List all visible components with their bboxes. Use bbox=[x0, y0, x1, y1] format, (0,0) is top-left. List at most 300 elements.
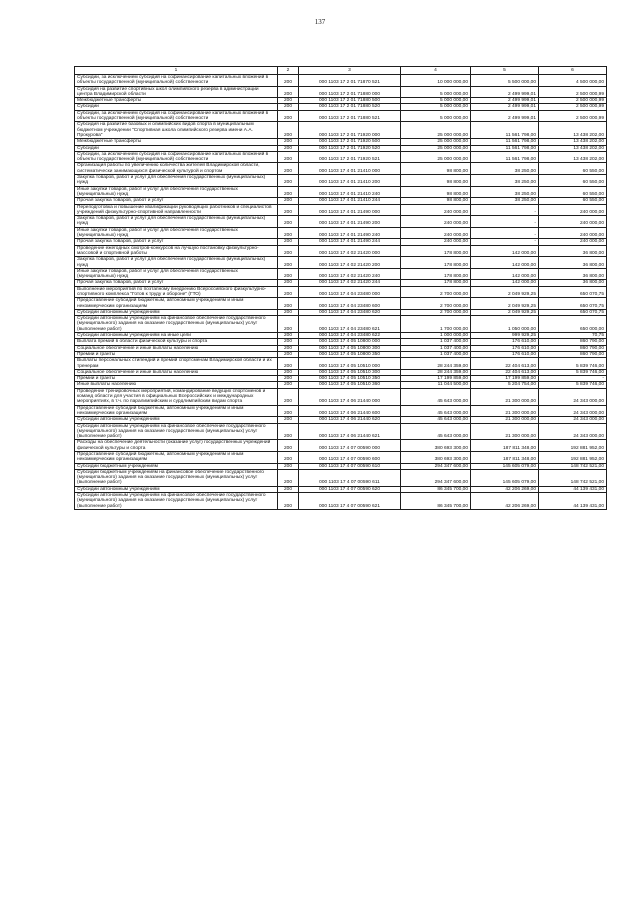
header-cell: 2 bbox=[278, 67, 299, 75]
row-name-cell: Прочая закупка товаров, работ и услуг bbox=[75, 239, 278, 245]
row-name-cell: Субсидии, за исключением субсидий на софинансирование капитальных вложений в объекты государственной (муниципальной) собственности bbox=[75, 110, 278, 122]
row-executed-cell: 21 300 000,00 bbox=[471, 423, 539, 440]
row-executed-cell: 2 049 929,25 bbox=[471, 286, 539, 298]
header-cell: 6 bbox=[539, 67, 607, 75]
row-unexecuted-cell: 2 500 000,99 bbox=[539, 98, 607, 104]
row-executed-cell: 38 250,00 bbox=[471, 163, 539, 175]
row-budget-code-cell: 000 1103 17 4 01 21410 000 bbox=[299, 163, 401, 175]
row-line-code-cell: 200 bbox=[278, 469, 299, 486]
row-name-cell: Организация работы по увеличению количества жителей Владимирской области, систематически занимающихся физической культурой и спортом bbox=[75, 163, 278, 175]
row-executed-cell: 38 250,00 bbox=[471, 198, 539, 204]
row-unexecuted-cell: 36 800,00 bbox=[539, 245, 607, 257]
row-executed-cell: 21 300 000,00 bbox=[471, 388, 539, 405]
row-budget-code-cell: 000 1103 17 4 02 21420 000 bbox=[299, 245, 401, 257]
row-unexecuted-cell: 240 000,00 bbox=[539, 204, 607, 216]
page-number: 137 bbox=[314, 18, 326, 26]
row-unexecuted-cell: 24 343 000,00 bbox=[539, 417, 607, 423]
table-row bbox=[75, 339, 607, 345]
row-approved-cell: 240 000,00 bbox=[401, 227, 471, 239]
row-budget-code-cell: 000 1103 17 4 02 21420 200 bbox=[299, 257, 401, 269]
row-executed-cell: 38 250,00 bbox=[471, 175, 539, 187]
row-line-code-cell: 200 bbox=[278, 198, 299, 204]
row-budget-code-cell: 000 1103 17 4 04 23480 000 bbox=[299, 286, 401, 298]
row-name-cell: Субсидия на развитие спортивных школ олимпийского резерва в администрации центра Владимирской области bbox=[75, 86, 278, 98]
row-executed-cell: 187 811 348,00 bbox=[471, 440, 539, 452]
row-budget-code-cell: 000 1103 17 4 01 21490 000 bbox=[299, 204, 401, 216]
row-budget-code-cell: 000 1103 17 4 01 21410 240 bbox=[299, 186, 401, 198]
row-approved-cell: 2 700 000,00 bbox=[401, 298, 471, 310]
row-approved-cell: 380 693 300,00 bbox=[401, 452, 471, 464]
row-approved-cell: 25 000 000,00 bbox=[401, 151, 471, 163]
row-approved-cell: 25 000 000,00 bbox=[401, 122, 471, 139]
row-line-code-cell: 200 bbox=[278, 216, 299, 228]
table-row bbox=[75, 257, 607, 269]
table-row bbox=[75, 163, 607, 175]
row-name-cell: Переподготовка и повышение квалификации руководящих работников и специалистов учреждений физкультурно-спортивной направленности bbox=[75, 204, 278, 216]
row-budget-code-cell: 000 1103 17 2 01 71920 000 bbox=[299, 122, 401, 139]
row-name-cell: Выполнение мероприятий по поэтапному внедрению Всероссийского физкультурно-спортивного комплекса "Готов к труду и обороне" (ГТО) bbox=[75, 286, 278, 298]
row-unexecuted-cell: 860 790,00 bbox=[539, 351, 607, 357]
row-unexecuted-cell: 60 550,00 bbox=[539, 163, 607, 175]
row-line-code-cell: 200 bbox=[278, 423, 299, 440]
row-budget-code-cell: 000 1103 17 4 05 10800 350 bbox=[299, 351, 401, 357]
table-row bbox=[75, 423, 607, 440]
row-approved-cell: 28 244 359,00 bbox=[401, 358, 471, 370]
row-name-cell: Предоставление субсидий бюджетным, автономным учреждениям и иным некоммерческим организациям bbox=[75, 298, 278, 310]
row-budget-code-cell: 000 1103 17 4 06 21440 621 bbox=[299, 423, 401, 440]
row-budget-code-cell: 000 1103 17 4 06 21440 620 bbox=[299, 417, 401, 423]
row-budget-code-cell: 000 1103 17 4 06 21440 000 bbox=[299, 388, 401, 405]
row-line-code-cell: 200 bbox=[278, 333, 299, 339]
row-budget-code-cell: 000 1103 17 2 01 71870 521 bbox=[299, 75, 401, 87]
row-budget-code-cell: 000 1103 17 4 04 23480 600 bbox=[299, 298, 401, 310]
row-budget-code-cell: 000 1103 17 4 07 00590 000 bbox=[299, 440, 401, 452]
row-line-code-cell: 200 bbox=[278, 245, 299, 257]
row-unexecuted-cell: 60 550,00 bbox=[539, 175, 607, 187]
table-row bbox=[75, 198, 607, 204]
table-row bbox=[75, 486, 607, 492]
row-budget-code-cell: 000 1103 17 2 01 71880 520 bbox=[299, 104, 401, 110]
row-line-code-cell: 200 bbox=[278, 186, 299, 198]
row-approved-cell: 86 345 700,00 bbox=[401, 486, 471, 492]
row-unexecuted-cell: 36 800,00 bbox=[539, 280, 607, 286]
row-name-cell: Субсидии автономным учреждениям на иные цели bbox=[75, 333, 278, 339]
row-name-cell: Проведение тренировочных мероприятий, командирование ведущих спортсменов и команд области для участия в официальных Всероссийских и международных мероприятиях, в т.ч. по паралимпийским и сурдлимпийским видам спорта bbox=[75, 388, 278, 405]
row-budget-code-cell: 000 1103 17 4 07 00590 621 bbox=[299, 493, 401, 510]
row-budget-code-cell: 000 1103 17 4 01 21410 200 bbox=[299, 175, 401, 187]
row-line-code-cell: 200 bbox=[278, 452, 299, 464]
row-executed-cell: 2 049 929,25 bbox=[471, 298, 539, 310]
row-budget-code-cell: 000 1103 17 4 04 23480 621 bbox=[299, 316, 401, 333]
row-budget-code-cell: 000 1103 17 4 07 00590 620 bbox=[299, 486, 401, 492]
row-executed-cell: 5 204 754,00 bbox=[471, 382, 539, 388]
row-approved-cell: 1 037 400,00 bbox=[401, 339, 471, 345]
row-name-cell: Социальное обеспечение и иные выплаты населению bbox=[75, 345, 278, 351]
row-executed-cell: - bbox=[471, 239, 539, 245]
table-row bbox=[75, 227, 607, 239]
row-unexecuted-cell: 192 881 952,00 bbox=[539, 452, 607, 464]
row-budget-code-cell: 000 1103 17 4 06 21440 600 bbox=[299, 405, 401, 417]
table-row bbox=[75, 186, 607, 198]
row-budget-code-cell: 000 1103 17 2 01 71880 521 bbox=[299, 110, 401, 122]
row-name-cell: Субсидии bbox=[75, 145, 278, 151]
row-approved-cell: 240 000,00 bbox=[401, 204, 471, 216]
row-unexecuted-cell: 650 070,75 bbox=[539, 309, 607, 315]
row-executed-cell: 1 050 000,00 bbox=[471, 316, 539, 333]
row-executed-cell: 176 610,00 bbox=[471, 339, 539, 345]
row-approved-cell: 1 000 000,00 bbox=[401, 333, 471, 339]
table-row bbox=[75, 333, 607, 339]
table-row bbox=[75, 440, 607, 452]
row-approved-cell: 10 000 000,00 bbox=[401, 75, 471, 87]
row-executed-cell: 2 499 999,01 bbox=[471, 86, 539, 98]
row-unexecuted-cell: 5 839 746,00 bbox=[539, 369, 607, 375]
row-unexecuted-cell: 5 839 746,00 bbox=[539, 382, 607, 388]
row-approved-cell: 5 000 000,00 bbox=[401, 86, 471, 98]
row-executed-cell: 5 500 000,00 bbox=[471, 75, 539, 87]
row-approved-cell: 2 700 000,00 bbox=[401, 286, 471, 298]
table-row bbox=[75, 369, 607, 375]
row-unexecuted-cell: 13 438 202,00 bbox=[539, 139, 607, 145]
row-line-code-cell: 200 bbox=[278, 351, 299, 357]
row-line-code-cell: 200 bbox=[278, 358, 299, 370]
row-executed-cell: 11 561 798,00 bbox=[471, 139, 539, 145]
row-line-code-cell: 200 bbox=[278, 151, 299, 163]
row-approved-cell: 45 643 000,00 bbox=[401, 417, 471, 423]
table-row bbox=[75, 286, 607, 298]
row-name-cell: Проведение ежегодных смотров-конкурсов на лучшую постановку физкультурно-массовой и спортивной работы bbox=[75, 245, 278, 257]
row-line-code-cell: 200 bbox=[278, 388, 299, 405]
row-budget-code-cell: 000 1103 17 4 07 00590 610 bbox=[299, 463, 401, 469]
row-budget-code-cell: 000 1103 17 4 01 21410 244 bbox=[299, 198, 401, 204]
row-approved-cell: 45 643 000,00 bbox=[401, 423, 471, 440]
row-unexecuted-cell: 36 800,00 bbox=[539, 257, 607, 269]
row-executed-cell: 22 404 613,00 bbox=[471, 369, 539, 375]
row-unexecuted-cell: 860 790,00 bbox=[539, 339, 607, 345]
table-row bbox=[75, 122, 607, 139]
row-unexecuted-cell: 240 000,00 bbox=[539, 239, 607, 245]
row-approved-cell: 2 700 000,00 bbox=[401, 309, 471, 315]
row-executed-cell: 2 499 999,01 bbox=[471, 104, 539, 110]
table-row bbox=[75, 316, 607, 333]
row-executed-cell: 145 605 079,00 bbox=[471, 463, 539, 469]
row-name-cell: Закупка товаров, работ и услуг для обеспечения государственных (муниципальных) нужд bbox=[75, 216, 278, 228]
table-row bbox=[75, 175, 607, 187]
row-name-cell: Закупка товаров, работ и услуг для обеспечения государственных (муниципальных) нужд bbox=[75, 257, 278, 269]
row-unexecuted-cell: 240 000,00 bbox=[539, 227, 607, 239]
row-unexecuted-cell: 36 800,00 bbox=[539, 268, 607, 280]
row-line-code-cell: 200 bbox=[278, 268, 299, 280]
row-unexecuted-cell: 650 000,00 bbox=[539, 316, 607, 333]
row-budget-code-cell: 000 1103 17 4 01 21490 244 bbox=[299, 239, 401, 245]
row-line-code-cell: 200 bbox=[278, 405, 299, 417]
row-unexecuted-cell: 24 343 000,00 bbox=[539, 405, 607, 417]
row-line-code-cell: 200 bbox=[278, 257, 299, 269]
row-name-cell: Субсидии автономным учреждениям на финансовое обеспечение государственного (муниципального) задания на оказание государственных (муниципальных) услуг (выполнение работ) bbox=[75, 316, 278, 333]
row-approved-cell: 98 800,00 bbox=[401, 163, 471, 175]
row-executed-cell: 21 300 000,00 bbox=[471, 405, 539, 417]
row-line-code-cell: 200 bbox=[278, 145, 299, 151]
row-budget-code-cell: 000 1103 17 4 04 23480 622 bbox=[299, 333, 401, 339]
row-approved-cell: 178 800,00 bbox=[401, 245, 471, 257]
row-approved-cell: 1 037 400,00 bbox=[401, 351, 471, 357]
table-row bbox=[75, 280, 607, 286]
row-approved-cell: 5 000 000,00 bbox=[401, 110, 471, 122]
row-budget-code-cell: 000 1103 17 4 05 10510 300 bbox=[299, 369, 401, 375]
row-executed-cell: 17 199 859,00 bbox=[471, 376, 539, 382]
row-executed-cell: 187 811 348,00 bbox=[471, 452, 539, 464]
row-budget-code-cell: 000 1103 17 4 07 00590 611 bbox=[299, 469, 401, 486]
row-line-code-cell: 200 bbox=[278, 75, 299, 87]
table-row bbox=[75, 358, 607, 370]
row-name-cell: Социальное обеспечение и иные выплаты населению bbox=[75, 369, 278, 375]
row-budget-code-cell: 000 1103 17 2 01 71880 500 bbox=[299, 98, 401, 104]
row-line-code-cell: 200 bbox=[278, 204, 299, 216]
row-unexecuted-cell: 44 139 431,00 bbox=[539, 486, 607, 492]
row-name-cell: Межбюджетные трансферты bbox=[75, 98, 278, 104]
row-approved-cell: 25 000 000,00 bbox=[401, 145, 471, 151]
row-budget-code-cell: 000 1103 17 4 04 23480 620 bbox=[299, 309, 401, 315]
row-approved-cell: 178 800,00 bbox=[401, 280, 471, 286]
row-approved-cell: 5 000 000,00 bbox=[401, 98, 471, 104]
row-approved-cell: 98 800,00 bbox=[401, 186, 471, 198]
row-budget-code-cell: 000 1103 17 4 05 10510 000 bbox=[299, 358, 401, 370]
row-name-cell: Расходы на обеспечение деятельности (оказание услуг) государственных учреждений физической культуры и спорта bbox=[75, 440, 278, 452]
row-executed-cell: 2 499 999,01 bbox=[471, 98, 539, 104]
row-unexecuted-cell: 60 550,00 bbox=[539, 198, 607, 204]
row-name-cell: Премии и гранты bbox=[75, 376, 278, 382]
row-name-cell: Субсидии автономным учреждениям bbox=[75, 486, 278, 492]
row-budget-code-cell: 000 1103 17 2 01 71920 520 bbox=[299, 145, 401, 151]
row-line-code-cell: 200 bbox=[278, 86, 299, 98]
row-executed-cell: 22 404 613,00 bbox=[471, 358, 539, 370]
row-approved-cell: 11 044 500,00 bbox=[401, 382, 471, 388]
row-budget-code-cell: 000 1103 17 4 07 00590 600 bbox=[299, 452, 401, 464]
row-line-code-cell: 200 bbox=[278, 382, 299, 388]
row-unexecuted-cell: 2 500 000,99 bbox=[539, 86, 607, 98]
row-budget-code-cell: 000 1103 17 4 05 10800 000 bbox=[299, 339, 401, 345]
row-approved-cell: 1 037 400,00 bbox=[401, 345, 471, 351]
header-cell: 1 bbox=[75, 67, 278, 75]
row-budget-code-cell: 000 1103 17 2 01 71880 000 bbox=[299, 86, 401, 98]
row-executed-cell: - bbox=[471, 204, 539, 216]
row-unexecuted-cell: 60 550,00 bbox=[539, 186, 607, 198]
row-approved-cell: 294 347 600,00 bbox=[401, 463, 471, 469]
row-budget-code-cell: 000 1103 17 4 05 10800 300 bbox=[299, 345, 401, 351]
row-executed-cell: - bbox=[471, 227, 539, 239]
row-line-code-cell: 200 bbox=[278, 104, 299, 110]
row-unexecuted-cell: 240 000,00 bbox=[539, 216, 607, 228]
row-line-code-cell: 200 bbox=[278, 376, 299, 382]
row-budget-code-cell: 000 1103 17 2 01 71920 500 bbox=[299, 139, 401, 145]
row-name-cell: Премии и гранты bbox=[75, 351, 278, 357]
row-name-cell: Субсидии бюджетным учреждениям на финансовое обеспечение государственного (муниципального) задания на оказание государственных (муниципальных) услуг (выполнение работ) bbox=[75, 469, 278, 486]
row-unexecuted-cell: 4 500 000,00 bbox=[539, 75, 607, 87]
header-cell: 4 bbox=[401, 67, 471, 75]
row-unexecuted-cell: 13 438 202,00 bbox=[539, 151, 607, 163]
row-unexecuted-cell: 5 839 746,00 bbox=[539, 358, 607, 370]
table-row bbox=[75, 75, 607, 87]
row-line-code-cell: 200 bbox=[278, 280, 299, 286]
row-executed-cell: 142 000,00 bbox=[471, 257, 539, 269]
row-line-code-cell: 200 bbox=[278, 493, 299, 510]
row-line-code-cell: 200 bbox=[278, 298, 299, 310]
row-line-code-cell: 200 bbox=[278, 440, 299, 452]
row-approved-cell: 45 643 000,00 bbox=[401, 388, 471, 405]
row-name-cell: Иные закупки товаров, работ и услуг для обеспечения государственных (муниципальных) нужд bbox=[75, 186, 278, 198]
row-line-code-cell: 200 bbox=[278, 345, 299, 351]
row-unexecuted-cell: 650 070,75 bbox=[539, 298, 607, 310]
row-line-code-cell: 200 bbox=[278, 339, 299, 345]
row-line-code-cell: 200 bbox=[278, 98, 299, 104]
table-row bbox=[75, 268, 607, 280]
row-name-cell: Иные закупки товаров, работ и услуг для обеспечения государственных (муниципальных) нужд bbox=[75, 227, 278, 239]
row-line-code-cell: 200 bbox=[278, 163, 299, 175]
table-header-row bbox=[75, 67, 607, 75]
budget-table bbox=[74, 66, 607, 510]
row-name-cell: Закупка товаров, работ и услуг для обеспечения государственных (муниципальных) нужд bbox=[75, 175, 278, 187]
row-name-cell: Субсидии автономным учреждениям bbox=[75, 417, 278, 423]
table-row bbox=[75, 469, 607, 486]
header-cell: 3 bbox=[299, 67, 401, 75]
row-unexecuted-cell: 24 343 000,00 bbox=[539, 388, 607, 405]
row-unexecuted-cell: 2 500 000,99 bbox=[539, 104, 607, 110]
row-name-cell: Выплаты персональных стипендий и премий спортсменам Владимирской области и их тренерам bbox=[75, 358, 278, 370]
row-unexecuted-cell: 70,75 bbox=[539, 333, 607, 339]
row-budget-code-cell: 000 1103 17 4 05 10510 360 bbox=[299, 382, 401, 388]
row-unexecuted-cell: 650 070,75 bbox=[539, 286, 607, 298]
row-name-cell: Субсидии bbox=[75, 104, 278, 110]
row-unexecuted-cell: 24 343 000,00 bbox=[539, 423, 607, 440]
row-line-code-cell: 200 bbox=[278, 239, 299, 245]
row-name-cell: Субсидии, за исключением субсидий на софинансирование капитальных вложений в объекты государственной (муниципальной) собственности bbox=[75, 75, 278, 87]
row-approved-cell: 1 700 000,00 bbox=[401, 316, 471, 333]
row-unexecuted-cell: 2 500 000,99 bbox=[539, 110, 607, 122]
row-line-code-cell: 200 bbox=[278, 122, 299, 139]
table-row bbox=[75, 452, 607, 464]
row-line-code-cell: 200 bbox=[278, 139, 299, 145]
header-cell: 5 bbox=[471, 67, 539, 75]
row-executed-cell: 142 000,00 bbox=[471, 280, 539, 286]
row-name-cell: Субсидии автономным учреждениям на финансовое обеспечение государственного (муниципального) задания на оказание государственных (муниципальных) услуг (выполнение работ) bbox=[75, 423, 278, 440]
row-approved-cell: 294 347 600,00 bbox=[401, 469, 471, 486]
row-approved-cell: 178 800,00 bbox=[401, 268, 471, 280]
row-name-cell: Субсидии бюджетным учреждениям bbox=[75, 463, 278, 469]
row-approved-cell: 17 199 859,00 bbox=[401, 376, 471, 382]
row-executed-cell: 38 250,00 bbox=[471, 186, 539, 198]
row-unexecuted-cell: 148 742 521,00 bbox=[539, 469, 607, 486]
row-unexecuted-cell: 192 881 952,00 bbox=[539, 440, 607, 452]
row-name-cell: Прочая закупка товаров, работ и услуг bbox=[75, 198, 278, 204]
row-name-cell: Прочая закупка товаров, работ и услуг bbox=[75, 280, 278, 286]
table-row bbox=[75, 216, 607, 228]
row-approved-cell: 98 800,00 bbox=[401, 175, 471, 187]
table-row bbox=[75, 405, 607, 417]
row-approved-cell: 25 000 000,00 bbox=[401, 139, 471, 145]
row-approved-cell: 240 000,00 bbox=[401, 216, 471, 228]
table-row bbox=[75, 463, 607, 469]
row-unexecuted-cell: 44 139 431,00 bbox=[539, 493, 607, 510]
row-executed-cell: 142 000,00 bbox=[471, 268, 539, 280]
row-executed-cell: 11 561 798,00 bbox=[471, 151, 539, 163]
row-line-code-cell: 200 bbox=[278, 309, 299, 315]
table-row bbox=[75, 345, 607, 351]
row-approved-cell: 45 643 000,00 bbox=[401, 405, 471, 417]
row-executed-cell: 42 206 269,00 bbox=[471, 486, 539, 492]
row-name-cell: Предоставление субсидий бюджетным, автономным учреждениям и иным некоммерческим организациям bbox=[75, 405, 278, 417]
row-line-code-cell: 200 bbox=[278, 110, 299, 122]
row-executed-cell: - bbox=[471, 216, 539, 228]
row-unexecuted-cell: - bbox=[539, 376, 607, 382]
row-name-cell: Субсидии автономным учреждениям bbox=[75, 309, 278, 315]
row-budget-code-cell: 000 1103 17 4 02 21420 244 bbox=[299, 280, 401, 286]
row-line-code-cell: 200 bbox=[278, 286, 299, 298]
row-executed-cell: 176 610,00 bbox=[471, 351, 539, 357]
table-row bbox=[75, 388, 607, 405]
row-budget-code-cell: 000 1103 17 4 01 21490 240 bbox=[299, 227, 401, 239]
table-row bbox=[75, 298, 607, 310]
row-budget-code-cell: 000 1103 17 4 05 10510 350 bbox=[299, 376, 401, 382]
row-budget-code-cell: 000 1103 17 4 02 21420 240 bbox=[299, 268, 401, 280]
row-unexecuted-cell: 148 742 521,00 bbox=[539, 463, 607, 469]
row-executed-cell: 11 561 798,00 bbox=[471, 122, 539, 139]
table-row bbox=[75, 417, 607, 423]
row-executed-cell: 999 929,25 bbox=[471, 333, 539, 339]
row-name-cell: Межбюджетные трансферты bbox=[75, 139, 278, 145]
row-approved-cell: 28 244 359,00 bbox=[401, 369, 471, 375]
row-name-cell: Выплата премий в области физической культуры и спорта bbox=[75, 339, 278, 345]
row-name-cell: Субсидии, за исключением субсидий на софинансирование капитальных вложений в объекты государственной (муниципальной) собственности bbox=[75, 151, 278, 163]
row-line-code-cell: 200 bbox=[278, 175, 299, 187]
row-line-code-cell: 200 bbox=[278, 486, 299, 492]
row-unexecuted-cell: 860 790,00 bbox=[539, 345, 607, 351]
row-executed-cell: 42 206 269,00 bbox=[471, 493, 539, 510]
table-row bbox=[75, 110, 607, 122]
row-name-cell: Иные выплаты населению bbox=[75, 382, 278, 388]
row-approved-cell: 86 345 700,00 bbox=[401, 493, 471, 510]
row-name-cell: Субсидии автономным учреждениям на финансовое обеспечение государственного (муниципального) задания на оказание государственных (муниципальных) услуг (выполнение работ) bbox=[75, 493, 278, 510]
row-approved-cell: 178 800,00 bbox=[401, 257, 471, 269]
row-line-code-cell: 200 bbox=[278, 316, 299, 333]
row-unexecuted-cell: 13 438 202,00 bbox=[539, 122, 607, 139]
row-name-cell: Иные закупки товаров, работ и услуг для обеспечения государственных (муниципальных) нужд bbox=[75, 268, 278, 280]
row-approved-cell: 240 000,00 bbox=[401, 239, 471, 245]
row-line-code-cell: 200 bbox=[278, 369, 299, 375]
row-approved-cell: 5 000 000,00 bbox=[401, 104, 471, 110]
table-row bbox=[75, 309, 607, 315]
row-line-code-cell: 200 bbox=[278, 227, 299, 239]
row-approved-cell: 380 693 300,00 bbox=[401, 440, 471, 452]
row-executed-cell: 145 605 079,00 bbox=[471, 469, 539, 486]
row-budget-code-cell: 000 1103 17 2 01 71920 521 bbox=[299, 151, 401, 163]
table-row bbox=[75, 151, 607, 163]
table-row bbox=[75, 204, 607, 216]
table-row bbox=[75, 86, 607, 98]
row-name-cell: Субсидия на развитие базовых и олимпийских видов спорта в муниципальным бюджетном учреждении "Спортивная школа олимпийского резерва имени А.А. Прокурова" bbox=[75, 122, 278, 139]
row-executed-cell: 2 049 929,25 bbox=[471, 309, 539, 315]
row-approved-cell: 98 800,00 bbox=[401, 198, 471, 204]
table-row bbox=[75, 245, 607, 257]
row-executed-cell: 21 300 000,00 bbox=[471, 417, 539, 423]
row-unexecuted-cell: 13 438 202,00 bbox=[539, 145, 607, 151]
row-executed-cell: 2 499 999,01 bbox=[471, 110, 539, 122]
row-line-code-cell: 200 bbox=[278, 417, 299, 423]
row-line-code-cell: 200 bbox=[278, 463, 299, 469]
row-budget-code-cell: 000 1103 17 4 01 21490 200 bbox=[299, 216, 401, 228]
table-row bbox=[75, 493, 607, 510]
row-executed-cell: 142 000,00 bbox=[471, 245, 539, 257]
row-name-cell: Предоставление субсидий бюджетным, автономным учреждениям и иным некоммерческим организациям bbox=[75, 452, 278, 464]
